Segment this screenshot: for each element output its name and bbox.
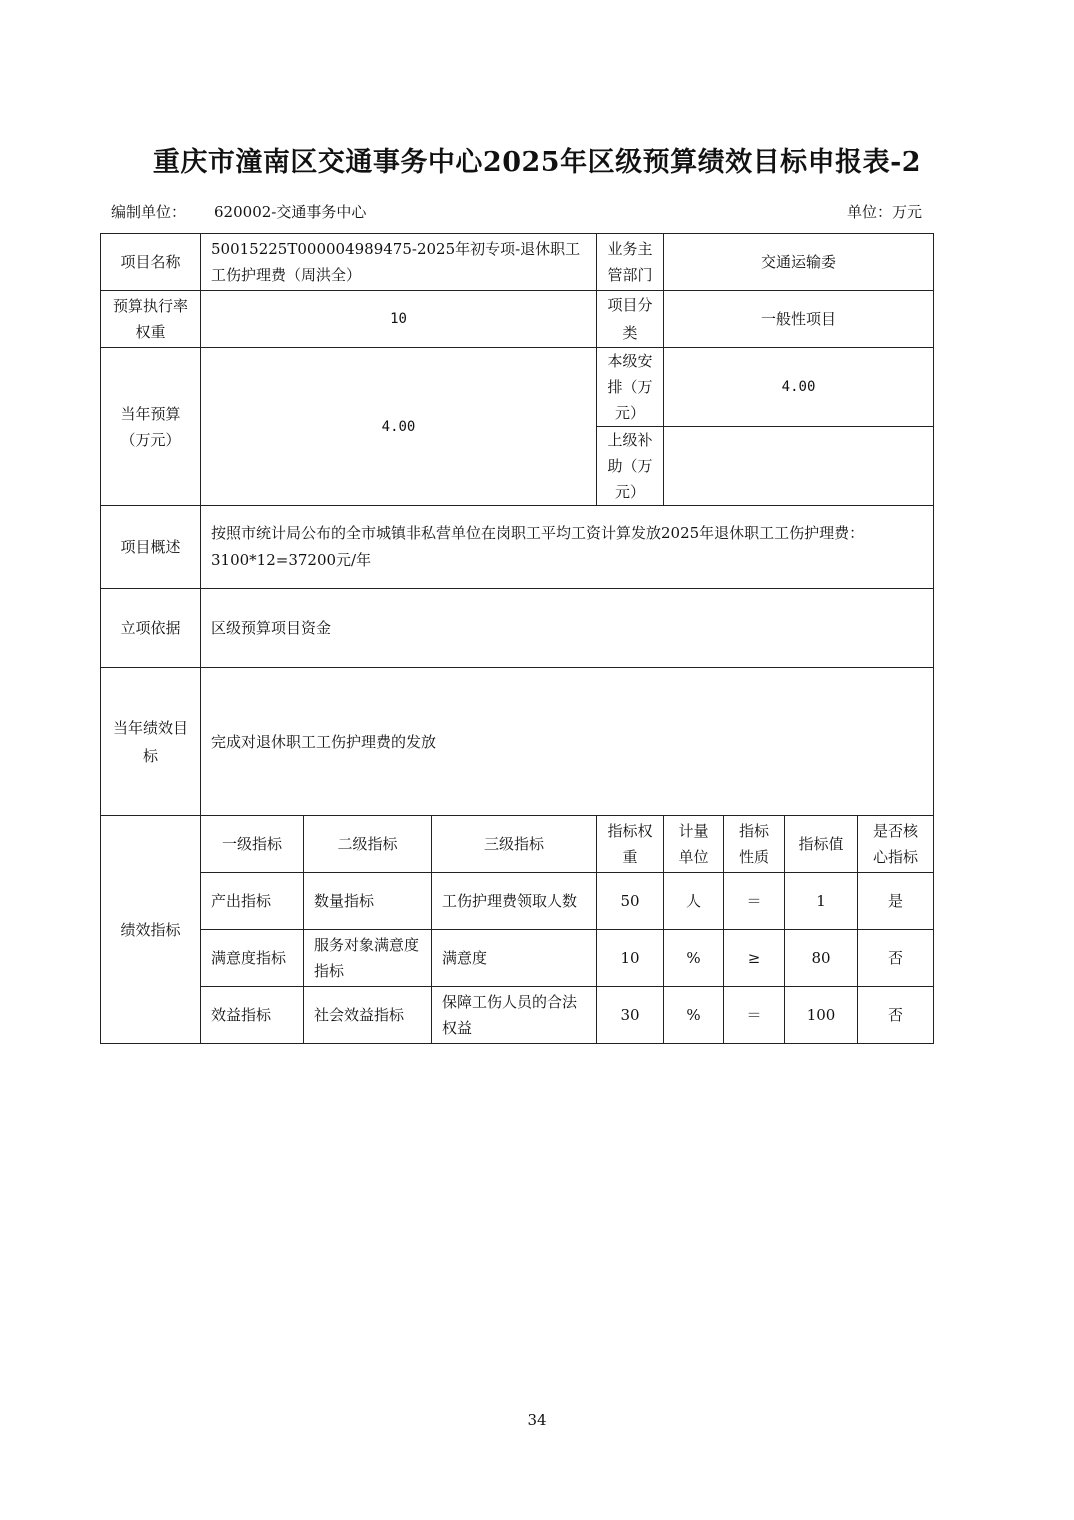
- indicator-value: 100: [785, 987, 858, 1044]
- local-label: 本级安排（万元）: [597, 348, 664, 427]
- page-title: 重庆市潼南区交通事务中心2025年区级预算绩效目标申报表-2: [152, 147, 922, 178]
- compiling-unit: [111, 201, 366, 222]
- indicator-core: 是: [858, 873, 934, 930]
- perf-label: 绩效指标: [101, 816, 201, 1044]
- row-overview: [101, 506, 934, 589]
- upper-label: 上级补助（万元）: [597, 427, 664, 506]
- indicator-row: [101, 987, 934, 1044]
- project-name-value: 50015225T000004989475-2025年初专项-退休职工工伤护理费（周洪全）: [201, 234, 597, 291]
- indicator-nature: ＝: [724, 987, 785, 1044]
- row-project-name: [101, 234, 934, 291]
- indicator-level1: 满意度指标: [201, 930, 304, 987]
- indicator-weight: 30: [597, 987, 664, 1044]
- indicator-level2: 数量指标: [304, 873, 432, 930]
- budget-performance-table: [100, 233, 934, 1044]
- indicator-level1: 产出指标: [201, 873, 304, 930]
- indicator-unit: %: [664, 930, 724, 987]
- header-level3: 三级指标: [432, 816, 597, 873]
- page-number: 34: [527, 1411, 547, 1429]
- indicator-level2: 服务对象满意度指标: [304, 930, 432, 987]
- indicator-level3: 工伤护理费领取人数: [432, 873, 597, 930]
- upper-value: [664, 427, 934, 506]
- indicator-unit: 人: [664, 873, 724, 930]
- category-value: 一般性项目: [664, 291, 934, 348]
- indicator-weight: 50: [597, 873, 664, 930]
- exec-weight-label: 预算执行率权重: [101, 291, 201, 348]
- dept-label: 业务主管部门: [597, 234, 664, 291]
- budget-label: 当年预算（万元）: [101, 348, 201, 506]
- indicator-weight: 10: [597, 930, 664, 987]
- indicator-core: 否: [858, 930, 934, 987]
- header-core: 是否核心指标: [858, 816, 934, 873]
- header-level1: 一级指标: [201, 816, 304, 873]
- header-unit: 计量单位: [664, 816, 724, 873]
- indicator-row: [101, 873, 934, 930]
- budget-value: 4.00: [201, 348, 597, 506]
- exec-weight-value: 10: [201, 291, 597, 348]
- header-level2: 二级指标: [304, 816, 432, 873]
- project-name-label: 项目名称: [101, 234, 201, 291]
- compiling-unit-label: 编制单位：: [111, 203, 187, 221]
- currency-unit: 单位：万元: [846, 203, 922, 221]
- compiling-unit-value: 620002-交通事务中心: [214, 203, 367, 221]
- indicator-level2: 社会效益指标: [304, 987, 432, 1044]
- category-label: 项目分类: [597, 291, 664, 348]
- indicator-level3: 满意度: [432, 930, 597, 987]
- basis-label: 立项依据: [101, 589, 201, 668]
- goal-label: 当年绩效目标: [101, 668, 201, 816]
- indicator-row: [101, 930, 934, 987]
- indicator-core: 否: [858, 987, 934, 1044]
- header-weight: 指标权重: [597, 816, 664, 873]
- indicator-value: 80: [785, 930, 858, 987]
- basis-value: 区级预算项目资金: [201, 589, 934, 668]
- goal-value: 完成对退休职工工伤护理费的发放: [201, 668, 934, 816]
- overview-value: 按照市统计局公布的全市城镇非私营单位在岗职工平均工资计算发放2025年退休职工工伤护理费：3100*12=37200元/年: [201, 506, 934, 589]
- dept-value: 交通运输委: [664, 234, 934, 291]
- indicator-value: 1: [785, 873, 858, 930]
- indicator-level1: 效益指标: [201, 987, 304, 1044]
- row-basis: [101, 589, 934, 668]
- indicator-unit: %: [664, 987, 724, 1044]
- overview-label: 项目概述: [101, 506, 201, 589]
- indicator-nature: ＝: [724, 873, 785, 930]
- indicator-header-row: [101, 816, 934, 873]
- header-value: 指标值: [785, 816, 858, 873]
- row-budget-local: [101, 348, 934, 427]
- indicator-nature: ≥: [724, 930, 785, 987]
- row-exec-weight: [101, 291, 934, 348]
- local-value: 4.00: [664, 348, 934, 427]
- row-goal: [101, 668, 934, 816]
- indicator-level3: 保障工伤人员的合法权益: [432, 987, 597, 1044]
- header-nature: 指标性质: [724, 816, 785, 873]
